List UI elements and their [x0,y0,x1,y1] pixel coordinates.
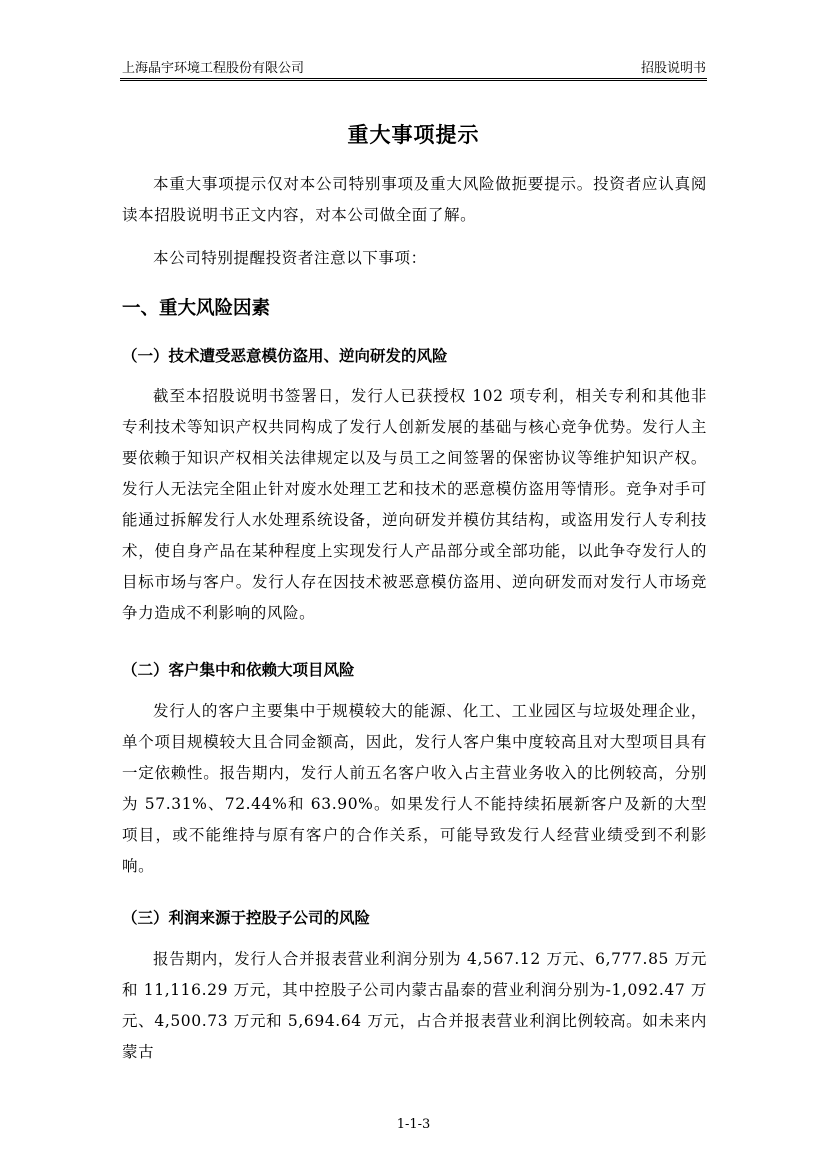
customer-risk-paragraph: 发行人的客户主要集中于规模较大的能源、化工、工业园区与垃圾处理企业，单个项目规模较大且合同金额高，因此，发行人客户集中度较高且对大型项目具有一定依赖性。报告期内，发行人前五名客户收入占主营业务收入的比例较高，分别为 57.31%、72.44%和 63.90%。如果发行人不能持续拓展新客户及新的大型项目，或不能维持与原有客户的合作关系，可能导致发行人经营业绩受到不利影响。 [122,702,707,875]
profit-risk-paragraph: 报告期内，发行人合并报表营业利润分别为 4,567.12 万元、6,777.85 万元和 11,116.29 万元，其中控股子公司内蒙古晶泰的营业利润分别为-1,092.47 万元、4,500.73 万元和 5,694.64 万元，占合并报表营业利润比例较高。如未来内蒙古 [122,950,707,1061]
page-title: 重大事项提示 [347,123,480,147]
header-rule-thin [120,80,707,81]
section-heading: 一、重大风险因素 [122,298,271,319]
subsection-heading-profit: （三）利润来源于控股子公司的风险 [122,909,371,927]
subsection-heading-customer: （二）客户集中和依赖大项目风险 [122,661,355,679]
intro-notice: 本公司特别提醒投资者注意以下事项： [153,249,427,267]
tech-risk-paragraph: 截至本招股说明书签署日，发行人已获授权 102 项专利，相关专利和其他非专利技术等知识产权共同构成了发行人创新发展的基础与核心竞争优势。发行人主要依赖于知识产权相关法律规定以及与员工之间签署的保密协议等维护知识产权。发行人无法完全阻止针对废水处理工艺和技术的恶意模仿盗用等情形。竞争对手可能通过拆解发行人水处理系统设备，逆向研发并模仿其结构，或盗用发行人专利技术，使自身产品在某种程度上实现发行人产品部分或全部功能，以此争夺发行人的目标市场与客户。发行人存在因技术被恶意模仿盗用、逆向研发而对发行人市场竞争力造成不利影响的风险。 [122,387,707,622]
header-company: 上海晶宇环境工程股份有限公司 [122,61,305,76]
header-rule [120,78,707,79]
page-number: 1-1-3 [396,1117,431,1132]
header-doc-type: 招股说明书 [640,61,706,76]
subsection-heading-tech: （一）技术遭受恶意模仿盗用、逆向研发的风险 [122,347,448,365]
intro-paragraph: 本重大事项提示仅对本公司特别事项及重大风险做扼要提示。投资者应认真阅读本招股说明书正文内容，对本公司做全面了解。 [122,175,707,224]
